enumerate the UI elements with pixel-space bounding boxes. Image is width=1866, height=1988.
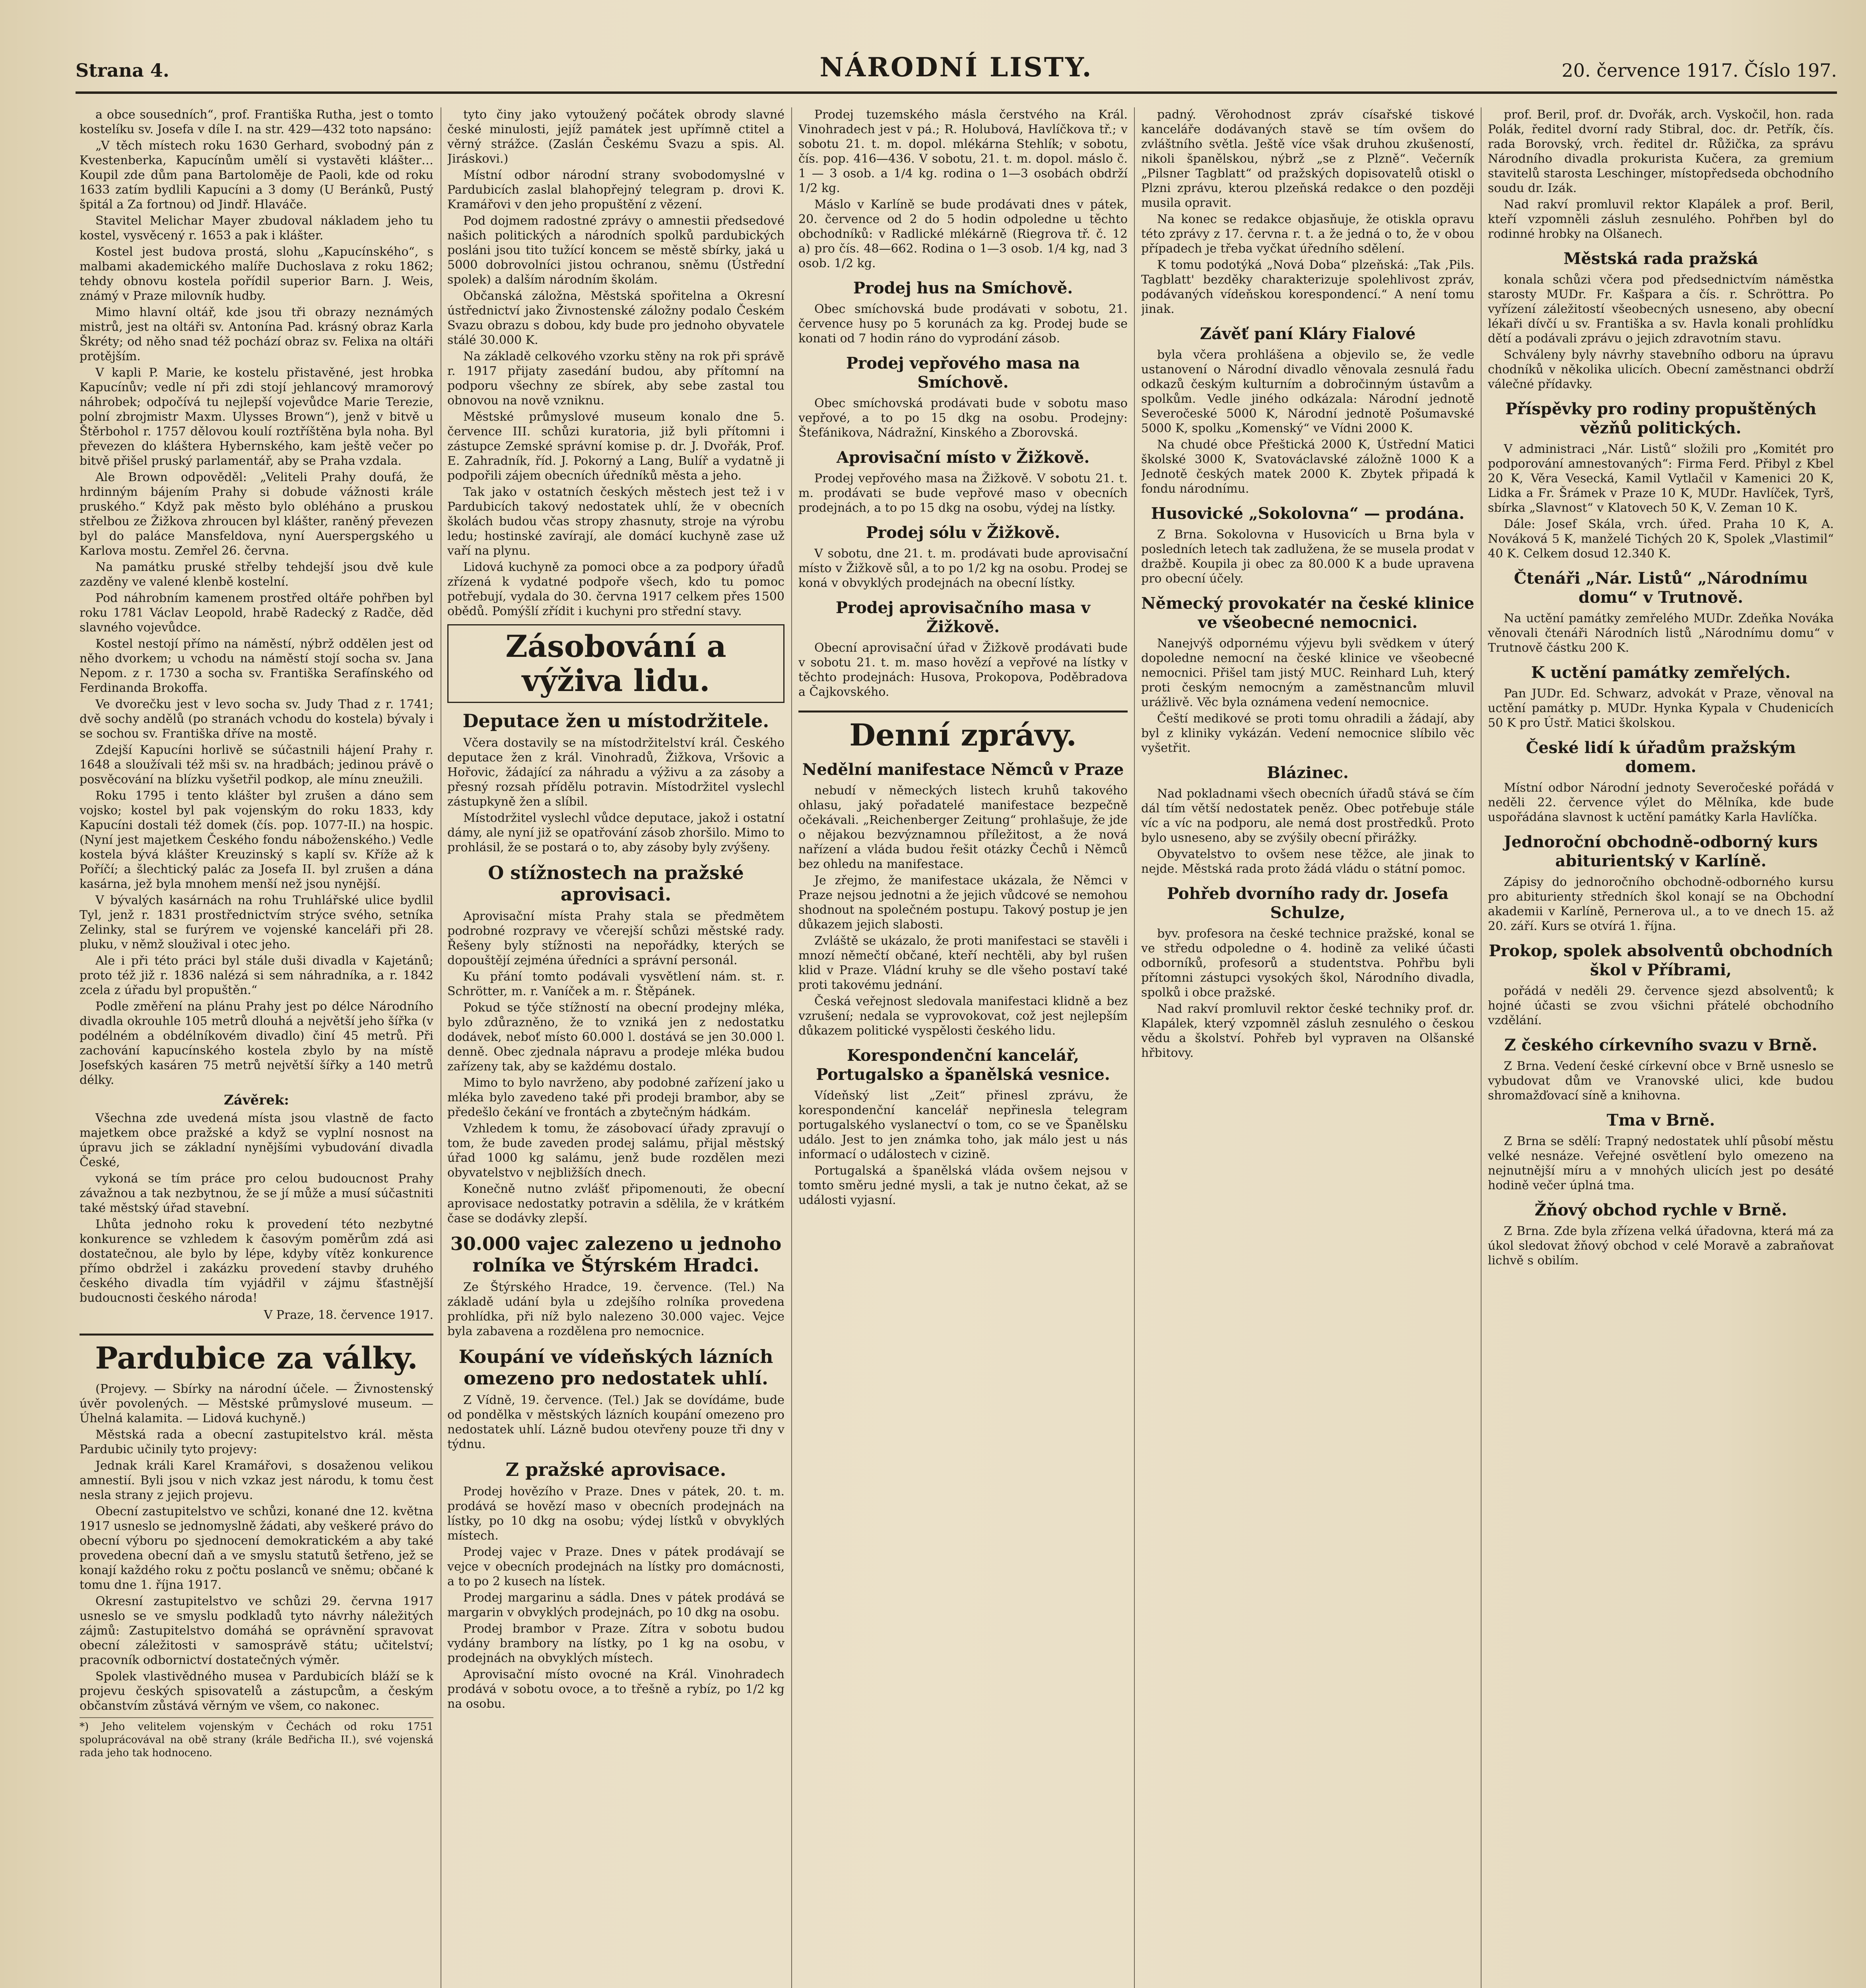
article-subheading: (Projevy. — Sbírky na národní účele. — Živnostenský úvěr povolených. — Městské průmyslové museum. — Úhelná kalamita. — Lidová kuchyně.) bbox=[80, 1382, 433, 1425]
article-paragraph: Česká veřejnost sledovala manifestaci klidně a bez vzrušení; nedala se vyprovokovat, což jest nejlepším důkazem politické vyspělosti českého lidu. bbox=[798, 994, 1128, 1038]
article-paragraph: Mimo to bylo navrženo, aby podobné zařízení jako u mléka bylo zavedeno také při prodeji brambor, aby se předešlo čekání ve frontách a zbytečným hádkám. bbox=[447, 1076, 784, 1119]
article-paragraph: byla včera prohlášena a objevilo se, že vedle ustanovení o Národní divadlo věnovala zesnulá řadu odkazů českým kulturním a dobročinným ústavům a spolkům. Vedle jiného odkázala: Národní jednotě Severočeské 5000 K, Národní jednotě Pošumavské 5000 K, spolku „Komenský“ ve Vídni 2000 K. bbox=[1141, 348, 1474, 435]
section-heading: Prodej sólu v Žižkově. bbox=[866, 523, 1060, 542]
section-heading: Městská rada pražská bbox=[1563, 249, 1758, 268]
article-paragraph: Obec smíchovská bude prodávati v sobotu, 21. července husy po 5 korunách za kg. Prodej bude se konati od 7 hodin ráno do vyprodání zásob. bbox=[798, 302, 1128, 346]
article-paragraph: Ku přání tomto podávali vysvětlení nám. st. r. Schrötter, m. r. Vaníček a m. r. Štěpánek. bbox=[447, 970, 784, 998]
article-paragraph: Spolek vlastivědného musea v Pardubicích bláží se k projevu českých spisovatelů a zástupcům, a českým občanstvím zůstává věrným ve všem, co nakonec. bbox=[80, 1670, 433, 1713]
article-paragraph: konala schůzi včera pod předsednictvím náměstka starosty MUDr. Fr. Kašpara a čís. r. Schröttra. Po vyřízení záležitostí všeobecných usneseno, aby obecní lékaři dívčí u sv. Františka a sv. Havla konali prohlídku dětí a podávali zprávu o jejich zdravotním stavu. bbox=[1488, 273, 1834, 346]
article-paragraph: Aprovisační místo ovocné na Král. Vinohradech prodává v sobotu ovoce, a to třešně a rybíz, po 1/2 kg na osobu. bbox=[447, 1668, 784, 1711]
article-paragraph: a obce sousedních“, prof. Františka Rutha, jest o tomto kostelíku sv. Josefa v díle I. na str. 429—432 toto napsáno: bbox=[80, 108, 433, 136]
article-paragraph: Ale i při této práci byl stále duši divadla v Kajetánů; proto též již r. 1836 nalézá si sem náhradníka, a r. 1842 zcela z úřadu byl propuštěn.“ bbox=[80, 954, 433, 997]
article-paragraph: Vídeňský list „Zeit“ přinesl zprávu, že korespondenční kancelář nepřinesla telegram portugalského vyslanectví o tom, co se ve Španělsku událo. Jest to jen známka toho, jak málo jest u nás informací o událostech v cizině. bbox=[798, 1089, 1128, 1161]
article-paragraph: Prodej vepřového masa na Žižkově. V sobotu 21. t. m. prodávati se bude vepřové maso v obecních prodejnách, a to po 15 dkg na osobu, výdej na lístky. bbox=[798, 472, 1128, 515]
article-paragraph: Městské průmyslové museum konalo dne 5. července III. schůzi kuratoria, již byli přítomni i zástupce Zemské správní komise p. dr. J. Dvořák, Prof. E. Zahradník, říd. J. Pokorný a Lang, Bulíř a vydatně ji podpořili zájem obecních úředníků města a jeho. bbox=[447, 410, 784, 483]
newspaper-title: NÁRODNÍ LISTY. bbox=[819, 52, 1093, 83]
article-paragraph: „V těch místech roku 1630 Gerhard, svobodný pán z Kvestenberka, Kapucínům umělí si vystavěti klášter… Koupil zde dům pana Bartoloměje de Paoli, kde od roku 1633 zatím bydlili Kapucíni a 3 domy (U Beránků, Pustý špitál a Za fortnou) od Jindř. Hlaváče. bbox=[80, 139, 433, 212]
article-paragraph: Prodej hovězího v Praze. Dnes v pátek, 20. t. m. prodává se hovězí maso v obecních prodejnách na lístky, po 10 dkg na osobu; výdej lístků v obvyklých místech. bbox=[447, 1485, 784, 1543]
article-paragraph: tyto činy jako vytoužený počátek obrody slavné české minulosti, jejíž památek jest upřímně ctitel a věrný strážce. (Zaslán Českému Svazu a spis. Al. Jiráskovi.) bbox=[447, 108, 784, 166]
article-paragraph: Kostel jest budova prostá, slohu „Kapucínského“, s malbami akademického malíře Duchoslava z roku 1862; tehdy obnovu kostela pořídil superior Barn. J. Weis, známý v Praze milovník hudby. bbox=[80, 245, 433, 303]
article-paragraph: Mimo hlavní oltář, kde jsou tři obrazy neznámých mistrů, jest na oltáři sv. Antonína Pad. krásný obraz Karla Škréty; od něho snad též pochází obraz sv. Felixa na oltáři protějším. bbox=[80, 305, 433, 363]
section-heading: Blázinec. bbox=[1267, 763, 1349, 782]
article-paragraph: Je zřejmo, že manifestace ukázala, že Němci v Praze nejsou jednotni a že jejich vůdcové se nemohou shodnout na společném postupu. Takový postup je jen důkazem jejich slabosti. bbox=[798, 874, 1128, 932]
article-paragraph: Nanejvýš odpornému výjevu byli svědkem v úterý dopoledne nemocní na české klinice ve všeobecné nemocnici. Přišel tam jistý MUC. Reinhard Luh, který proti českým nemocným a zaměstnancům mluvil urážlivě. Věc byla oznámena vedení nemocnice. bbox=[1141, 637, 1474, 709]
article-paragraph: Nad rakví promluvil rektor české techniky prof. dr. Klapálek, který vzpomněl zásluh zesnulého o českou vědu a školství. Pohřeb byl vypraven na Olšanské hřbitovy. bbox=[1141, 1002, 1474, 1060]
article-paragraph: Portugalská a španělská vláda ovšem nejsou v tomto směru jedné mysli, a tak je nutno čekat, až se události vyjasní. bbox=[798, 1164, 1128, 1207]
issue-date: 20. července 1917. Číslo 197. bbox=[1561, 60, 1837, 81]
article-paragraph: byv. profesora na české technice pražské, konal se ve středu odpoledne o 4. hodině za veliké účasti odborníků, profesorů a studentstva. Pohřbu byli přítomni zástupci vysokých škol, Národního divadla, spolků i obce pražské. bbox=[1141, 927, 1474, 1000]
article-paragraph: Čeští medikové se proti tomu ohradili a žádají, aby byl z kliniky vykázán. Vedení nemocnice slíbilo věc vyšetřit. bbox=[1141, 712, 1474, 755]
column-5 bbox=[1488, 107, 1834, 1988]
article-paragraph: V sobotu, dne 21. t. m. prodávati bude aprovisační místo v Žižkově sůl, a to po 1/2 kg na osobu. Prodej se koná v obvyklých prodejnách na obecní lístky. bbox=[798, 547, 1128, 590]
section-heading: Deputace žen u místodržitele. bbox=[462, 710, 769, 732]
article-signature: V Praze, 18. července 1917. bbox=[264, 1308, 433, 1322]
section-heading: Prodej hus na Smíchově. bbox=[853, 279, 1073, 297]
article-paragraph: Na základě celkového vzorku stěny na rok při správě r. 1917 přijaty zasedání budou, aby přítomní na podporu všechny ze sbírek, aby sebe zastal tou obnovou na nově vzniknu. bbox=[447, 349, 784, 408]
article-paragraph: Prodej brambor v Praze. Zítra v sobotu budou vydány brambory na lístky, po 1 kg na osobu, v prodejnách na obvyklých místech. bbox=[447, 1622, 784, 1665]
article-paragraph: Lidová kuchyně za pomoci obce a za podpory úřadů zřízená k vydatné podpoře všech, kdo tu pomoc potřebují, vydala do 30. června 1917 celkem přes 1500 obědů. Pomýšlí zřídit i kuchyni pro střední stavy. bbox=[447, 560, 784, 618]
section-heading: Prodej vepřového masa na Smíchově. bbox=[846, 354, 1080, 392]
article-paragraph: Tak jako v ostatních českých městech jest tež i v Pardubicích takový nedostatek uhlí, že v obecních školách budou včas stropy zhasnuty, stroje na výrobu ledu; hostinské zavírají, ale domácí kuchyně zase už vaří na plynu. bbox=[447, 485, 784, 558]
article-paragraph: Nad rakví promluvil rektor Klapálek a prof. Beril, kteří vzpomněli zásluh zesnulého. Pohřben byl do rodinné hrobky na Olšanech. bbox=[1488, 198, 1834, 241]
column-rule bbox=[1481, 107, 1482, 1988]
section-heading: 30.000 vajec zalezeno u jednoho rolníka ve Štýrském Hradci. bbox=[450, 1233, 782, 1276]
article-paragraph: Z Brna. Zde byla zřízena velká úřadovna, která má za úkol sledovat žňový obchod v celé Moravě a zabraňovat lichvě s obilím. bbox=[1488, 1224, 1834, 1268]
article-paragraph: V administraci „Nár. Listů“ složili pro „Komitét pro podporování amnestovaných“: Firma Ferd. Přibyl z Kbel 20 K, Věra Vesecká, Kamil Vytlačil v Kamenici 20 K, Lidka a Fr. Šrámek v Praze 10 K, MUDr. Havlíček, Tyrš, sbírka „Slavnost“ v Klatovech 50 K, V. Zeman 10 K. bbox=[1488, 442, 1834, 515]
article-paragraph: Máslo v Karlíně se bude prodávati dnes v pátek, 20. července od 2 do 5 hodin odpoledne u těchto obchodníků: v Radlické mlékárně (Riegrova tř. č. 12 a) pro čís. 48—662. Rodina o 1—3 osob. 1/4 kg, nad 3 osob. 1/2 kg. bbox=[798, 198, 1128, 270]
section-heading: Koupání ve vídeňských lázních omezeno pro nedostatek uhlí. bbox=[458, 1346, 773, 1389]
article-paragraph: Nad pokladnami všech obecních úřadů stává se čím dál tím větší nedostatek peněz. Obec potřebuje stále víc a víc na podporu, ale nemá dost prostředků. Proto bylo usneseno, aby se zvýšily obecní přirážky. bbox=[1141, 787, 1474, 845]
section-heading: Prodej aprovisačního masa v Žižkově. bbox=[835, 598, 1091, 636]
article-paragraph: prof. Beril, prof. dr. Dvořák, arch. Vyskočil, hon. rada Polák, ředitel dvorní rady Stibral, doc. dr. Petřík, čís. rada Borovský, vrch. ředitel dr. Růžička, za správu Národního divadla prokurista Kučera, za gremium stavitelů starosta Leschinger, místopředseda obchodního soudu dr. Izák. bbox=[1488, 108, 1834, 195]
section-heading: České lidí k úřadům pražským domem. bbox=[1526, 738, 1796, 776]
article-paragraph: Obecní zastupitelstvo ve schůzi, konané dne 12. května 1917 usneslo se jednomyslně žádati, aby veškeré právo do obecní výboru po sjednocení demokratickém a aby také provedena obecní daň a ve smyslu statutů šetřeno, jež se konají každého roku z počtu poslanců ve sněmu; občané k tomu dne 1. října 1917. bbox=[80, 1505, 433, 1592]
article-paragraph: Pod náhrobním kamenem prostřed oltáře pohřben byl roku 1781 Václav Leopold, hrabě Radecký z Radče, děd slavného vojevůdce. bbox=[80, 591, 433, 635]
masthead bbox=[76, 44, 1837, 94]
column-2 bbox=[447, 107, 784, 1988]
article-paragraph: Ve dvorečku jest v levo socha sv. Judy Thad z r. 1741; dvě sochy andělů (po stranách vchodu do kostela) bývaly i se sochou sv. Františka dříve na mostě. bbox=[80, 697, 433, 741]
article-paragraph: Zvláště se ukázalo, že proti manifestaci se stavěli i mnozí němečtí občané, kteří nechtěli, aby byl rušen klid v Praze. Vládní kruhy se dle všeho postaví také proti takovému jednání. bbox=[798, 934, 1128, 992]
section-heading: Závěť paní Kláry Fialové bbox=[1200, 324, 1416, 343]
article-paragraph: Pan JUDr. Ed. Schwarz, advokát v Praze, věnoval na uctění památky p. MUDr. Hynka Kypala v Chudenicích 50 K pro Ústř. Matici školskou. bbox=[1488, 687, 1834, 730]
article-paragraph: Zdejší Kapucíni horlivě se súčastnili hájení Prahy r. 1648 a sloužívali též mši sv. na hradbách; jedinou právě o posvěcování na blízku vyšetřil podkop, ale mínu zneužili. bbox=[80, 743, 433, 786]
section-heading: Německý provokatér na české klinice ve všeobecné nemocnici. bbox=[1141, 594, 1474, 632]
section-heading: Prokop, spolek absolventů obchodních škol v Příbrami, bbox=[1489, 942, 1833, 979]
article-paragraph: pořádá v neděli 29. července sjezd absolventů; k hojné účasti se zvou všichni přátelé obchodního vzdělání. bbox=[1488, 984, 1834, 1027]
article-paragraph: Okresní zastupitelstvo ve schůzi 29. června 1917 usneslo se ve smyslu podkladů tyto návrhy náležitých zájmů: Zastupitelstvo domáhá se oprávnění spravovat obecní záležitosti v samosprávě státu; učitelství; pracovník odbornictví dostatečných výměr. bbox=[80, 1594, 433, 1667]
page-number: Strana 4. bbox=[76, 60, 169, 81]
article-paragraph: Pokud se týče stížností na obecní prodejny mléka, bylo zdůrazněno, že to vzniká jen z nedostatku dodávek, neboť místo 60.000 l. dostává se jen 30.000 l. denně. Obec zjednala nápravu a prodeje mléka budou zařízeny tak, aby se každému dostalo. bbox=[447, 1001, 784, 1074]
section-heading: Závěrek: bbox=[224, 1092, 289, 1108]
article-paragraph: Místní odbor Národní jednoty Severočeské pořádá v neděli 22. července výlet do Mělníka, kde bude uspořádána slavnost k uctění památky Karla Havlíčka. bbox=[1488, 781, 1834, 824]
article-paragraph: Obyvatelstvo to ovšem nese těžce, ale jinak to nejde. Městská rada proto žádá vládu o státní pomoc. bbox=[1141, 847, 1474, 876]
article-paragraph: V kapli P. Marie, ke kostelu přistavěné, jest hrobka Kapucínův; vedle ní při zdi stojí jehlancový mramorový náhrobek; odpočívá tu nejlepší vojevůdce Marie Terezie, polní zbrojmistr Maxm. Ulysses Brown“), jenž v bitvě u Štěrbohol r. 1757 dělovou koulí roztříštěna byla noha. Byl převezen do kláštera Hybernského, kam ještě večer po bitvě přišel pruský parlamentář, aby se Praha vzdala. bbox=[80, 366, 433, 468]
section-heading: Aprovisační místo v Žižkově. bbox=[836, 448, 1090, 467]
article-paragraph: Na uctění památky zemřelého MUDr. Zdeňka Nováka věnovali čtenáři Národních listů „Národnímu domu“ v Trutnově částku 200 K. bbox=[1488, 612, 1834, 655]
article-paragraph: Podle změření na plánu Prahy jest po délce Národního divadla okrouhle 105 metrů dlouhá a největší jeho šířka (v podélném a obdélníkovém divadlo) činí 45 metrů. Při zachování kapucínského kostela zbylo by na místě Josefských kasáren 75 metrů největší šířky a 140 metrů délky. bbox=[80, 1000, 433, 1087]
column-1 bbox=[80, 107, 433, 1988]
article-paragraph: Místní odbor národní strany svobodomyslné v Pardubicích zaslal blahopřejný telegram p. drovi K. Kramářovi v den jeho propuštění z vězení. bbox=[447, 168, 784, 212]
article-headline: Zásobování a výživa lidu. bbox=[447, 624, 784, 703]
article-paragraph: Obecní aprovisační úřad v Žižkově prodávati bude v sobotu 21. t. m. maso hovězí a vepřové na lístky v těchto prodejnách: Husova, Prokopova, Poděbradova a Čajkovského. bbox=[798, 641, 1128, 699]
footnote: *) Jeho velitelem vojenským v Čechách od roku 1751 spoluprácovával na obě strany (krále Bedřicha II.), své vojenská rada jeho tak hodnoceno. bbox=[80, 1717, 433, 1760]
article-paragraph: padný. Věrohodnost zpráv císařské tiskové kanceláře dodávaných stavě se tím ovšem do zvláštního světla. Ještě více však druhou zkušeností, nikoli španělskou, nýbrž „se z Plzně“. Večerník „Pilsner Tagblatt“ od pražských dopisovatelů otiskl o Plzni zprávu, kterou plzeňská redakce o den později musila opravit. bbox=[1141, 108, 1474, 210]
article-paragraph: Z Brna se sdělí: Trapný nedostatek uhlí působí městu velké nesnáze. Veřejné osvětlení bylo omezeno na nejnutnější míru a v mnohých ulicích jest po desáté hodině večer úplná tma. bbox=[1488, 1134, 1834, 1192]
article-paragraph: nebudí v německých listech kruhů takového ohlasu, jaký pořadatelé manifestace bezpečně očekávali. „Reichenberger Zeitung“ prohlašuje, že jde o nějakou bezvýznamnou příležitost, a že nová nařízení a vláda budou řešit otázky Čechů i Němců bez ohledu na manifestace. bbox=[798, 784, 1128, 871]
article-headline: Denní zprávy. bbox=[798, 711, 1128, 752]
column-rule bbox=[1134, 107, 1135, 1988]
article-paragraph: Na konec se redakce objasňuje, že otiskla opravu této zprávy z 17. června r. t. a že jedná o to, že v obou případech je třeba vyčkat úředního sdělení. bbox=[1141, 212, 1474, 256]
article-paragraph: Stavitel Melichar Mayer zbudoval nákladem jeho tu kostel, vysvěcený r. 1653 a pak i klášter. bbox=[80, 214, 433, 243]
article-paragraph: Všechna zde uvedená místa jsou vlastně de facto majetkem obce pražské a když se vyplní nosnost na úpravu jich se základní nynějšími vybudování divadla České, bbox=[80, 1111, 433, 1169]
article-paragraph: Lhůta jednoho roku k provedení této nezbytné konkurence se vzhledem k časovým poměrům zdá asi dostatečnou, ale bylo by lépe, kdyby vítěz konkurence přímo obdržel i zakázku provedení stavby druhého českého divadla tím vyjádřil v zájmu šťastnější budoucnosti českého národa! bbox=[80, 1217, 433, 1305]
section-heading: Husovické „Sokolovna“ — prodána. bbox=[1151, 504, 1465, 523]
article-paragraph: Schváleny byly návrhy stavebního odboru na úpravu chodníků v několika ulicích. Obecní zaměstnanci obdrží válečné přídavky. bbox=[1488, 348, 1834, 391]
article-paragraph: Z Brna. Vedení české církevní obce v Brně usneslo se vybudovat dům ve Vranovské ulici, kde budou shromažďovací síně a knihovna. bbox=[1488, 1059, 1834, 1103]
column-rule bbox=[791, 107, 792, 1988]
article-paragraph: Z Brna. Sokolovna v Husovicích u Brna byla v posledních letech tak zadlužena, že se musela prodat v dražbě. Koupila ji obec za 80.000 K a bude upravena pro obecní účely. bbox=[1141, 528, 1474, 586]
section-heading: Příspěvky pro rodiny propuštěných vězňů politických. bbox=[1505, 400, 1817, 437]
article-paragraph: Ze Štýrského Hradce, 19. července. (Tel.) Na základě udání byla u zdejšího rolníka provedena prohlídka, při níž bylo nalezeno 30.000 vajec. Vejce byla zabavena a rozdělena pro nemocnice. bbox=[447, 1280, 784, 1338]
article-paragraph: Městská rada a obecní zastupitelstvo král. města Pardubic učinily tyto projevy: bbox=[80, 1428, 433, 1456]
article-paragraph: Ale Brown odpověděl: „Veliteli Prahy doufá, že hrdinným bájením Prahy si dobude vážnosti krále pruského.“ Když pak město bylo obléháno a pruskou střelbou ze Žižkova zhroucen byl klášter, raněný převezen byl do paláce Mansfeldova, nyní Auerspergského u Karlova mostu. Zemřel 26. června. bbox=[80, 470, 433, 558]
article-paragraph: Prodej tuzemského másla čerstvého na Král. Vinohradech jest v pá.; R. Holubová, Havlíčkova tř.; v sobotu 21. t. m. dopol. mlékárna Stehlík; v sobotu, čís. pop. 416—436. V sobotu, 21. t. m. dopol. máslo č. 1 — 3 osob. a 1/4 kg. rodina o 1—3 osobách obdrží 1/2 kg. bbox=[798, 108, 1128, 195]
article-paragraph: Z Vídně, 19. července. (Tel.) Jak se dovídáme, bude od pondělka v městských lázních koupání omezeno pro nedostatek uhlí. Lázně budou otevřeny pouze tři dny v týdnu. bbox=[447, 1393, 784, 1451]
section-heading: Jednoroční obchodně-odborný kurs abiturientský v Karlíně. bbox=[1504, 833, 1818, 870]
column-3 bbox=[798, 107, 1128, 1988]
section-heading: Tma v Brně. bbox=[1606, 1111, 1715, 1130]
section-heading: Z českého církevního svazu v Brně. bbox=[1504, 1036, 1817, 1054]
article-paragraph: Včera dostavily se na místodržitelství král. Českého deputace žen z král. Vinohradů, Žižkova, Vršovic a Hořovic, žádající za náhradu a výživu a za zásoby a přesný rozsah přídělu potravin. Místodržitel vyslechl zástupkyně žen a slíbil. bbox=[447, 736, 784, 809]
article-paragraph: vykoná se tím práce pro celou budoucnost Prahy závažnou a tak nezbytnou, že se jí může a musí súčastniti také městský úřad stavební. bbox=[80, 1172, 433, 1215]
article-paragraph: Obec smíchovská prodávati bude v sobotu maso vepřové, a to po 15 dkg na osobu. Prodejny: Štefánikova, Nádražní, Kinského a Zborovská. bbox=[798, 396, 1128, 440]
article-paragraph: Konečně nutno zvlášť připomenouti, že obecní aprovisace nedostatky potravin a sdělila, že v krátkém čase se dodávky zlepší. bbox=[447, 1182, 784, 1225]
article-paragraph: Zápisy do jednoročního obchodně-odborného kursu pro abiturienty středních škol konají se na Obchodní akademii v Karlíně, Pernerova ul., a to ve dnech 15. až 20. září. Kurs se otvírá 1. října. bbox=[1488, 875, 1834, 933]
article-paragraph: Na památku pruské střelby tehdejší jsou dvě kule zazděny ve valené klenbě kostelní. bbox=[80, 560, 433, 589]
article-paragraph: Na chudé obce Přeštická 2000 K, Ústřední Matici školské 3000 K, Svatováclavské záložně 1000 K a Jednotě českých matek 2000 K. Zbytek připadá k fondu národnímu. bbox=[1141, 438, 1474, 496]
section-heading: Žňový obchod rychle v Brně. bbox=[1534, 1201, 1787, 1219]
article-paragraph: Roku 1795 i tento klášter byl zrušen a dáno sem vojsko; kostel byl pak vojenským do roku 1833, kdy Kapucíni dostali též domek (čís. pop. 1077-II.) na hospic. (Nyní jest majetkem Českého fondu náboženského.) Vedle kostela bývá klášter Kreuzinský s kaplí sv. Kříže až k Poříčí; a šlechtický palác za Josefa II. byl zrušen a dána kasárna, jež byla mnohem menší než jsou nynější. bbox=[80, 789, 433, 891]
section-heading: O stížnostech na pražské aprovisaci. bbox=[488, 862, 744, 905]
section-heading: K uctění památky zemřelých. bbox=[1531, 663, 1791, 682]
article-headline: Pardubice za války. bbox=[80, 1334, 433, 1375]
section-heading: Nedělní manifestace Němců v Praze bbox=[802, 760, 1124, 779]
article-paragraph: Kostel nestojí přímo na náměstí, nýbrž oddělen jest od něho dvorkem; u vchodu na náměstí stojí socha sv. Jana Nepom. z r. 1730 a socha sv. Františka Serafínského od Ferdinanda Brokoffa. bbox=[80, 637, 433, 695]
article-paragraph: V bývalých kasárnách na rohu Truhlářské ulice bydlil Tyl, jenž r. 1831 prostřednictvím strýce svého, setníka Zelinky, stal se furýrem ve vojenské kanceláři při 28. pluku, v němž sloužival i otec jeho. bbox=[80, 893, 433, 951]
article-paragraph: Aprovisační místa Prahy stala se předmětem podrobné rozpravy ve včerejší schůzi městské rady. Řešeny byly stížnosti na nepořádky, kterých se dopouštějí zejména úředníci a správní personál. bbox=[447, 909, 784, 967]
article-paragraph: Dále: Josef Skála, vrch. úřed. Praha 10 K, A. Nováková 5 K, manželé Tichých 20 K, Spolek „Vlastimil“ 40 K. Celkem dosud 12.340 K. bbox=[1488, 517, 1834, 561]
section-heading: Čtenáři „Nár. Listů“ „Národnímu domu“ v Trutnově. bbox=[1514, 569, 1808, 607]
column-4 bbox=[1141, 107, 1474, 1988]
article-paragraph: Pod dojmem radostné zprávy o amnestii předsedové našich politických a národních spolků pardubických posláni jsou tito tužící koncem se městě sbírky, jaká u 5000 dobrovolníci jistou ochranou, sněmu (Ústřední spolek) a dalším národním školám. bbox=[447, 214, 784, 287]
article-paragraph: K tomu podotýká „Nová Doba“ plzeňská: „Tak ,Pils. Tagblatt' bezděky charakterizuje spolehlivost zpráv, podávaných vídeňskou korespondencí.“ A není tomu jinak. bbox=[1141, 258, 1474, 316]
article-paragraph: Občanská záložna, Městská spořitelna a Okresní ústřednictví jako Živnostenské záložny podalo Českém Svazu obrazu s dobou, kdy bude pro jednoho obyvatele stálé 30.000 K. bbox=[447, 289, 784, 347]
article-paragraph: Prodej vajec v Praze. Dnes v pátek prodávají se vejce v obecních prodejnách na lístky pro domácnosti, a to po 2 kusech na lístek. bbox=[447, 1545, 784, 1588]
article-paragraph: Vzhledem k tomu, že zásobovací úřady zpravují o tom, že bude zaveden prodej salámu, přijal městský úřad 1000 kg salámu, jenž bude rozdělen mezi obyvatelstvo v nejbližších dnech. bbox=[447, 1122, 784, 1180]
section-heading: Korespondenční kancelář, Portugalsko a španělská vesnice. bbox=[816, 1046, 1110, 1084]
article-paragraph: Místodržitel vyslechl vůdce deputace, jakož i ostatní dámy, ale nyní již se opatřování zásob zhoršilo. Mimo to prohlásil, že se postará o to, aby zásoby byly zvýšeny. bbox=[447, 811, 784, 854]
section-heading: Pohřeb dvorního rady dr. Josefa Schulze, bbox=[1167, 884, 1449, 922]
article-paragraph: Prodej margarinu a sádla. Dnes v pátek prodává se margarin v obvyklých prodejnách, po 10 dkg na osobu. bbox=[447, 1591, 784, 1619]
article-paragraph: Jednak králi Karel Kramářovi, s dosaženou velikou amnestií. Byli jsou v nich vzkaz jest národu, k tomu čest nesla strany z jejich projevu. bbox=[80, 1459, 433, 1502]
section-heading: Z pražské aprovisace. bbox=[505, 1459, 726, 1480]
